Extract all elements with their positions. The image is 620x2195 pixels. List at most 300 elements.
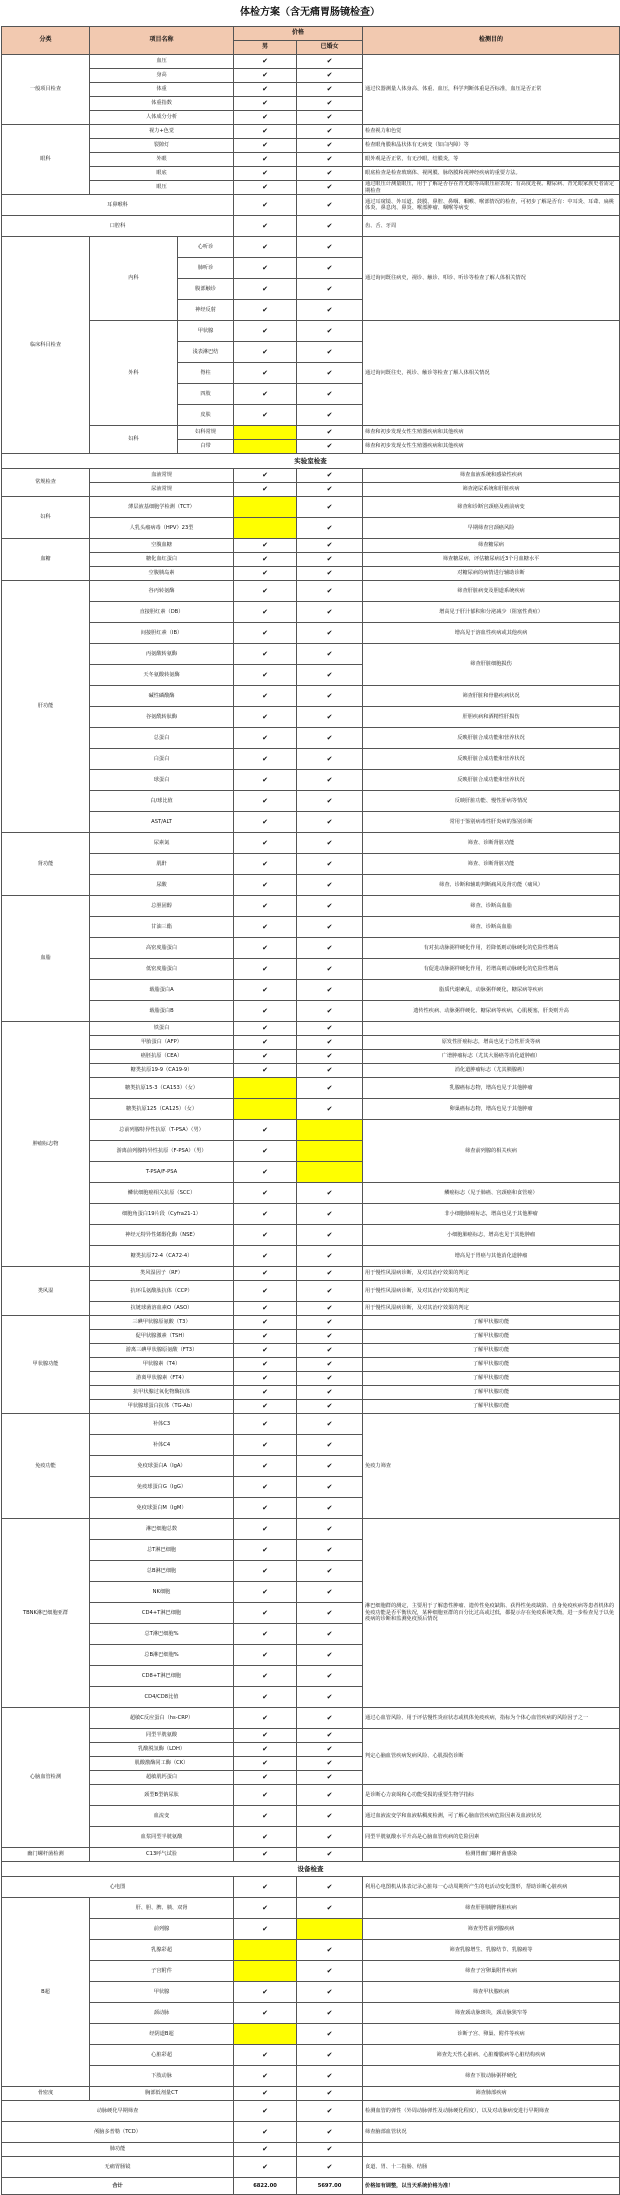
item-name: 糖类抗原19-9（CA19-9） [90, 1064, 234, 1078]
item-name: 乳酸脱氢酶（LDH） [90, 1743, 234, 1757]
check-mark: ✔ [297, 917, 363, 938]
item-purpose: 增高见于溶血性疾病或其他疾病 [363, 623, 620, 644]
check-mark: ✔ [297, 1624, 363, 1645]
check-mark: ✔ [297, 2045, 363, 2066]
check-mark: ✔ [234, 959, 297, 980]
check-mark: ✔ [234, 539, 297, 553]
item-purpose: 利用心电图机从体表记录心脏每一心动周期所产生的电活动变化图形，帮助诊断心脏疾病 [363, 1877, 620, 1898]
check-mark: ✔ [234, 707, 297, 728]
item-name: 耳鼻喉科 [2, 195, 234, 216]
check-mark: ✔ [297, 707, 363, 728]
check-mark: ✔ [297, 1225, 363, 1246]
check-mark: ✔ [234, 384, 297, 405]
check-mark: ✔ [297, 1708, 363, 1729]
table-row [2, 917, 620, 938]
item-name: 神经元特异性烯醇化酶（NSE） [90, 1225, 234, 1246]
item-name: 心电图 [2, 1877, 234, 1898]
item-purpose: 筛查肝脏细胞损伤 [363, 644, 620, 686]
check-mark: ✔ [234, 1757, 297, 1771]
table-row [2, 1729, 620, 1743]
check-mark: ✔ [234, 1064, 297, 1078]
table-row [2, 791, 620, 812]
not-included-cell [234, 426, 297, 440]
table-row [2, 1708, 620, 1729]
check-mark: ✔ [297, 2003, 363, 2024]
item-purpose [363, 2143, 620, 2157]
check-mark: ✔ [234, 216, 297, 237]
table-header [2, 27, 620, 41]
item-name: 肺听诊 [178, 258, 234, 279]
item-purpose: 筛查颈动脉斑块，颈动脉狭窄等 [363, 2003, 620, 2024]
item-purpose: 筛查糖尿病，评估糖尿病近3个月血糖水平 [363, 553, 620, 567]
check-mark: ✔ [234, 1877, 297, 1898]
check-mark: ✔ [234, 1919, 297, 1940]
table-row [2, 1302, 620, 1316]
check-mark: ✔ [297, 1757, 363, 1771]
item-name: 外眼 [90, 153, 234, 167]
check-mark: ✔ [297, 1435, 363, 1456]
item-name: 丙氨酸转氨酶 [90, 644, 234, 665]
table-row [2, 1785, 620, 1806]
item-purpose: 反映肝脏功能、慢性肝病等情况 [363, 791, 620, 812]
item-purpose: 筛查、诊断高血脂 [363, 917, 620, 938]
check-mark: ✔ [297, 97, 363, 111]
item-purpose: 是诊断心力衰竭和心功能受损的重要生物学指标 [363, 1785, 620, 1806]
item-purpose: 检测血管的弹性（外周动脉弹性及动脉硬化程度），以及对动脉病变进行早期筛查 [363, 2101, 620, 2122]
item-purpose: 筛查泌尿系统和肝脏疾病 [363, 483, 620, 497]
item-name: 抗甲状腺过氧化物酶抗体 [90, 1386, 234, 1400]
item-name: 裂隙灯 [90, 139, 234, 153]
item-name: 总胆固醇 [90, 896, 234, 917]
check-mark: ✔ [234, 125, 297, 139]
check-mark: ✔ [234, 553, 297, 567]
check-mark: ✔ [234, 812, 297, 833]
check-mark: ✔ [234, 1120, 297, 1141]
not-included-cell [234, 1099, 297, 1120]
check-mark: ✔ [297, 1022, 363, 1036]
item-name: 球蛋白 [90, 770, 234, 791]
check-mark: ✔ [234, 1183, 297, 1204]
header-purpose: 检测目的 [363, 27, 620, 55]
checkup-table [1, 26, 620, 2195]
item-name: 谷氨酰转肽酶 [90, 707, 234, 728]
check-mark: ✔ [234, 1708, 297, 1729]
not-included-cell [297, 1120, 363, 1141]
table-row [2, 181, 620, 195]
table-row [2, 1344, 620, 1358]
check-mark: ✔ [234, 875, 297, 896]
check-mark: ✔ [234, 83, 297, 97]
check-mark: ✔ [297, 1743, 363, 1757]
check-mark: ✔ [297, 342, 363, 363]
check-mark: ✔ [297, 1848, 363, 1862]
check-mark: ✔ [234, 195, 297, 216]
check-mark: ✔ [297, 791, 363, 812]
item-purpose: 筛查前列腺的相关疾病 [363, 1120, 620, 1183]
check-mark: ✔ [234, 55, 297, 69]
item-name: 淋巴细胞总数 [90, 1519, 234, 1540]
table-row [2, 1001, 620, 1022]
total-label: 合计 [2, 2178, 234, 2195]
item-name: 肝、胆、脾、胰、双肾 [90, 1898, 234, 1919]
table-row [2, 1848, 620, 1862]
item-name: CD8+T淋巴细胞 [90, 1666, 234, 1687]
item-purpose: 筛查、诊断肾脏功能 [363, 833, 620, 854]
table-row [2, 1120, 620, 1141]
table-row [2, 1940, 620, 1961]
item-name: 颅脑多普勒（TCD） [2, 2122, 234, 2143]
check-mark: ✔ [297, 55, 363, 69]
item-purpose: 筛查肝脏病变及胆道系统疾病 [363, 581, 620, 602]
check-mark: ✔ [234, 623, 297, 644]
check-mark: ✔ [234, 1330, 297, 1344]
item-purpose: 遗传性疾病、动脉粥样硬化、糖尿病等疾病，心肌梗塞，肝炎则升高 [363, 1001, 620, 1022]
check-mark: ✔ [234, 167, 297, 181]
table-row [2, 2101, 620, 2122]
check-mark: ✔ [297, 1982, 363, 2003]
check-mark: ✔ [297, 1400, 363, 1414]
item-purpose: 眼外观是否正常，有无沙眼，结膜炎，等 [363, 153, 620, 167]
table-row [2, 1358, 620, 1372]
check-mark: ✔ [234, 1246, 297, 1267]
item-name: 血流变 [90, 1806, 234, 1827]
item-purpose: 食道、胃、十二指肠、结肠 [363, 2157, 620, 2178]
item-name: 补体C3 [90, 1414, 234, 1435]
check-mark: ✔ [234, 567, 297, 581]
check-mark: ✔ [297, 258, 363, 279]
check-mark: ✔ [297, 812, 363, 833]
check-mark: ✔ [297, 1001, 363, 1022]
header-category: 分类 [2, 27, 90, 55]
table-row [2, 553, 620, 567]
check-mark: ✔ [297, 686, 363, 707]
item-purpose: 眼底检查是检查玻璃体、视网膜、脉络膜和视神经疾病的重要方法。 [363, 167, 620, 181]
item-name: 天冬氨酸转氨酶 [90, 665, 234, 686]
check-mark: ✔ [297, 1316, 363, 1330]
check-mark: ✔ [234, 602, 297, 623]
check-mark: ✔ [234, 1729, 297, 1743]
item-purpose: 诊断子宫、卵巢、附件等疾病 [363, 2024, 620, 2045]
table-row [2, 602, 620, 623]
check-mark: ✔ [297, 1940, 363, 1961]
table-row [2, 581, 620, 602]
check-mark: ✔ [297, 1519, 363, 1540]
item-purpose: 判定心脑血管疾病发病风险、心肌损伤诊断 [363, 1729, 620, 1785]
item-purpose: 筛查男性前列腺疾病 [363, 1919, 620, 1940]
check-mark: ✔ [297, 1246, 363, 1267]
check-mark: ✔ [297, 539, 363, 553]
check-mark: ✔ [297, 518, 363, 539]
item-purpose: 常用于鉴别病毒性肝炎病的鉴别诊断 [363, 812, 620, 833]
table-row [2, 1036, 620, 1050]
check-mark: ✔ [297, 875, 363, 896]
item-name: 乳腺彩超 [90, 1940, 234, 1961]
check-mark: ✔ [297, 1036, 363, 1050]
table-row [2, 1064, 620, 1078]
item-purpose: 筛查甲状腺疾病 [363, 1982, 620, 2003]
check-mark: ✔ [234, 1281, 297, 1302]
check-mark: ✔ [234, 1302, 297, 1316]
item-name: 白带 [178, 440, 234, 454]
item-name: 四肢 [178, 384, 234, 405]
check-mark: ✔ [234, 1540, 297, 1561]
page-title: 体检方案（含无痛胃肠镜检查） [240, 7, 380, 18]
item-purpose: 了解甲状腺功能 [363, 1400, 620, 1414]
row-category: TBNK淋巴细胞亚群 [2, 1519, 90, 1708]
row-category: B超 [2, 1898, 90, 2087]
table-row [2, 707, 620, 728]
item-name: 脊柱 [178, 363, 234, 384]
item-purpose: 筛查、诊断和辅助判断痛风及肾功能（痛风） [363, 875, 620, 896]
not-included-cell [234, 2024, 297, 2045]
check-mark: ✔ [297, 83, 363, 97]
check-mark: ✔ [234, 139, 297, 153]
item-name: 抗链球菌溶血素O（ASO） [90, 1302, 234, 1316]
item-purpose: 非小细胞肺癌标志，增高也见于其他肿瘤 [363, 1204, 620, 1225]
table-row [2, 2045, 620, 2066]
header-male: 男 [234, 41, 297, 55]
check-mark: ✔ [297, 728, 363, 749]
check-mark: ✔ [234, 363, 297, 384]
check-mark: ✔ [234, 1050, 297, 1064]
header-price: 价格 [234, 27, 363, 41]
not-included-cell [234, 1961, 297, 1982]
table-row [2, 2066, 620, 2087]
item-name: 抗环瓜氨酸肽抗体（CCP） [90, 1281, 234, 1302]
check-mark: ✔ [297, 469, 363, 483]
check-mark: ✔ [234, 1645, 297, 1666]
total-row [2, 2178, 620, 2195]
check-mark: ✔ [297, 665, 363, 686]
check-mark: ✔ [297, 1281, 363, 1302]
item-purpose: 肝胆疾病和酒精性肝损伤 [363, 707, 620, 728]
item-name: 尿酸 [90, 875, 234, 896]
item-name: 肌酐 [90, 854, 234, 875]
item-name: 眼底 [90, 167, 234, 181]
table-row [2, 153, 620, 167]
check-mark: ✔ [297, 1877, 363, 1898]
check-mark: ✔ [234, 980, 297, 1001]
row-category: 血脂 [2, 896, 90, 1022]
table-row [2, 1204, 620, 1225]
table-row [2, 2024, 620, 2045]
item-name: 游离甲状腺素（FT4） [90, 1372, 234, 1386]
check-mark: ✔ [234, 1372, 297, 1386]
check-mark: ✔ [297, 125, 363, 139]
not-included-cell [234, 518, 297, 539]
check-mark: ✔ [234, 1316, 297, 1330]
item-purpose: 筛查和诊断宫颈癌及癌前病变 [363, 497, 620, 518]
item-name: CD4+T淋巴细胞 [90, 1603, 234, 1624]
item-name: 类风湿因子（RF） [90, 1267, 234, 1281]
check-mark: ✔ [297, 770, 363, 791]
item-name: C13呼气试验 [90, 1848, 234, 1862]
item-name: 肌酸激酶同工酶（CK） [90, 1757, 234, 1771]
check-mark: ✔ [234, 917, 297, 938]
row-category: 常规检查 [2, 469, 90, 497]
item-name: 糖类抗原125（CA125）（女） [90, 1099, 234, 1120]
item-name: 视力+色觉 [90, 125, 234, 139]
row-subcategory: 妇科 [90, 426, 178, 454]
check-mark: ✔ [297, 300, 363, 321]
item-name: 甲状腺素（T4） [90, 1358, 234, 1372]
item-purpose: 筛查、诊断高血脂 [363, 896, 620, 917]
table-row [2, 644, 620, 665]
check-mark: ✔ [297, 195, 363, 216]
item-purpose: 齿、舌、牙周 [363, 216, 620, 237]
item-purpose: 筛查下肢动脉粥样硬化 [363, 2066, 620, 2087]
check-mark: ✔ [234, 1414, 297, 1435]
check-mark: ✔ [234, 1848, 297, 1862]
item-name: 载脂蛋白A [90, 980, 234, 1001]
table-row [2, 1806, 620, 1827]
check-mark: ✔ [234, 469, 297, 483]
item-purpose: 筛查先天性心脏病、心脏瓣膜病等心脏结构疾病 [363, 2045, 620, 2066]
check-mark: ✔ [297, 497, 363, 518]
check-mark: ✔ [297, 1561, 363, 1582]
check-mark: ✔ [234, 1603, 297, 1624]
item-name: 促甲状腺激素（TSH） [90, 1330, 234, 1344]
item-name: 人体成分分析 [90, 111, 234, 125]
item-purpose: 了解甲状腺功能 [363, 1330, 620, 1344]
table-row [2, 1386, 620, 1400]
item-purpose: 筛查脑部血管状况 [363, 2122, 620, 2143]
item-name: 碱性磷酸酶 [90, 686, 234, 707]
row-category: 心脑血管检测 [2, 1708, 90, 1848]
item-name: 肺功能 [2, 2143, 234, 2157]
item-purpose: 用于慢性风湿病诊断，及对其治疗效果的判定 [363, 1267, 620, 1281]
table-row [2, 167, 620, 181]
item-purpose: 反映肝脏合成功能和营养状况 [363, 770, 620, 791]
table-row [2, 938, 620, 959]
item-purpose: 消化道肿瘤标志（尤其胰腺癌） [363, 1064, 620, 1078]
item-name: 心脏彩超 [90, 2045, 234, 2066]
item-name: 总蛋白 [90, 728, 234, 749]
check-mark: ✔ [234, 2143, 297, 2157]
section-device: 设备检查 [2, 1862, 620, 1877]
check-mark: ✔ [297, 483, 363, 497]
check-mark: ✔ [234, 1022, 297, 1036]
check-mark: ✔ [297, 1603, 363, 1624]
item-name: AST/ALT [90, 812, 234, 833]
table-row [2, 980, 620, 1001]
item-purpose: 淋巴细胞群的测定，主要用于了解患性肿瘤、遗传性免疫缺陷、获得性免疫缺陷、自身免疫疾病等患者机体的免疫功能是否平衡状况，某种细胞亚群的百分比过高或过低，都提示存在免疫系统失衡，进一步检查见于以免疫病的诊断和监测免疫预后情况 [363, 1519, 620, 1708]
check-mark: ✔ [234, 321, 297, 342]
check-mark: ✔ [234, 300, 297, 321]
item-name: 载脂蛋白B [90, 1001, 234, 1022]
item-name: 体重 [90, 83, 234, 97]
table-row [2, 2157, 620, 2178]
check-mark: ✔ [234, 1898, 297, 1919]
check-mark: ✔ [297, 1645, 363, 1666]
check-mark: ✔ [297, 553, 363, 567]
item-name: 糖化血红蛋白 [90, 553, 234, 567]
table-row [2, 1877, 620, 1898]
total-note: 价格如有调整，以当天系统价格为准！ [363, 2178, 620, 2195]
item-purpose: 免疫力筛查 [363, 1414, 620, 1519]
item-name: 尿素氮 [90, 833, 234, 854]
table-row [2, 1414, 620, 1435]
item-purpose: 了解甲状腺功能 [363, 1372, 620, 1386]
item-name: 空腹胰岛素 [90, 567, 234, 581]
check-mark: ✔ [234, 728, 297, 749]
row-category: 免疫功能 [2, 1414, 90, 1519]
check-mark: ✔ [234, 153, 297, 167]
item-purpose: 筛查肝胆胰脾肾脏疾病 [363, 1898, 620, 1919]
item-name: 超敏肌钙蛋白 [90, 1771, 234, 1785]
check-mark: ✔ [297, 833, 363, 854]
check-mark: ✔ [234, 405, 297, 426]
check-mark: ✔ [297, 1344, 363, 1358]
table-row [2, 833, 620, 854]
section-lab: 实验室检查 [2, 454, 620, 469]
check-mark: ✔ [234, 1141, 297, 1162]
check-mark: ✔ [297, 181, 363, 195]
table-row [2, 1050, 620, 1064]
check-mark: ✔ [234, 581, 297, 602]
item-name: 甲状腺球蛋白抗体（TG-Ab） [90, 1400, 234, 1414]
item-name: 腹部触诊 [178, 279, 234, 300]
item-name: 间接胆红素（IB） [90, 623, 234, 644]
check-mark: ✔ [297, 1827, 363, 1848]
item-purpose: 筛查和初步发现女性生殖器疾病和其他疾病 [363, 426, 620, 440]
check-mark: ✔ [234, 1344, 297, 1358]
item-name: 总B淋巴细胞% [90, 1645, 234, 1666]
check-mark: ✔ [234, 2003, 297, 2024]
check-mark: ✔ [234, 644, 297, 665]
check-mark: ✔ [297, 980, 363, 1001]
check-mark: ✔ [297, 139, 363, 153]
item-name: 子宫附件 [90, 1961, 234, 1982]
total-male: 6822.00 [234, 2178, 297, 2195]
item-name: 总前列腺特异性抗原（T-PSA）（男） [90, 1120, 234, 1141]
check-mark: ✔ [234, 665, 297, 686]
item-name: 甲状腺 [90, 1982, 234, 2003]
item-purpose: 脂质代谢紊乱，动脉粥样硬化，糖尿病等疾病 [363, 980, 620, 1001]
check-mark: ✔ [297, 405, 363, 426]
check-mark: ✔ [234, 1456, 297, 1477]
item-name: 直接胆红素（DB） [90, 602, 234, 623]
table-row [2, 2003, 620, 2024]
item-name: 心听诊 [178, 237, 234, 258]
check-mark: ✔ [297, 1358, 363, 1372]
check-mark: ✔ [234, 1477, 297, 1498]
item-name: NK细胞 [90, 1582, 234, 1603]
check-mark: ✔ [297, 1582, 363, 1603]
check-mark: ✔ [297, 1729, 363, 1743]
item-name: 颈型B型钠尿肽 [90, 1785, 234, 1806]
check-mark: ✔ [297, 2024, 363, 2045]
check-mark: ✔ [234, 2045, 297, 2066]
item-purpose: 检查视力和色觉 [363, 125, 620, 139]
check-mark: ✔ [234, 854, 297, 875]
row-category: 肝功能 [2, 581, 90, 833]
item-name: 妇科常规 [178, 426, 234, 440]
section-header [2, 1862, 620, 1877]
check-mark: ✔ [297, 1806, 363, 1827]
table-row [2, 686, 620, 707]
table-row [2, 1330, 620, 1344]
item-name: 甲状腺 [178, 321, 234, 342]
item-name: 补体C4 [90, 1435, 234, 1456]
table-row [2, 1898, 620, 1919]
check-mark: ✔ [234, 181, 297, 195]
check-mark: ✔ [297, 216, 363, 237]
item-purpose: 同型半胱氨酸水平升高是心脑血管疾病的危险因素 [363, 1827, 620, 1848]
check-mark: ✔ [234, 1225, 297, 1246]
table-row [2, 812, 620, 833]
item-purpose: 了解甲状腺功能 [363, 1344, 620, 1358]
